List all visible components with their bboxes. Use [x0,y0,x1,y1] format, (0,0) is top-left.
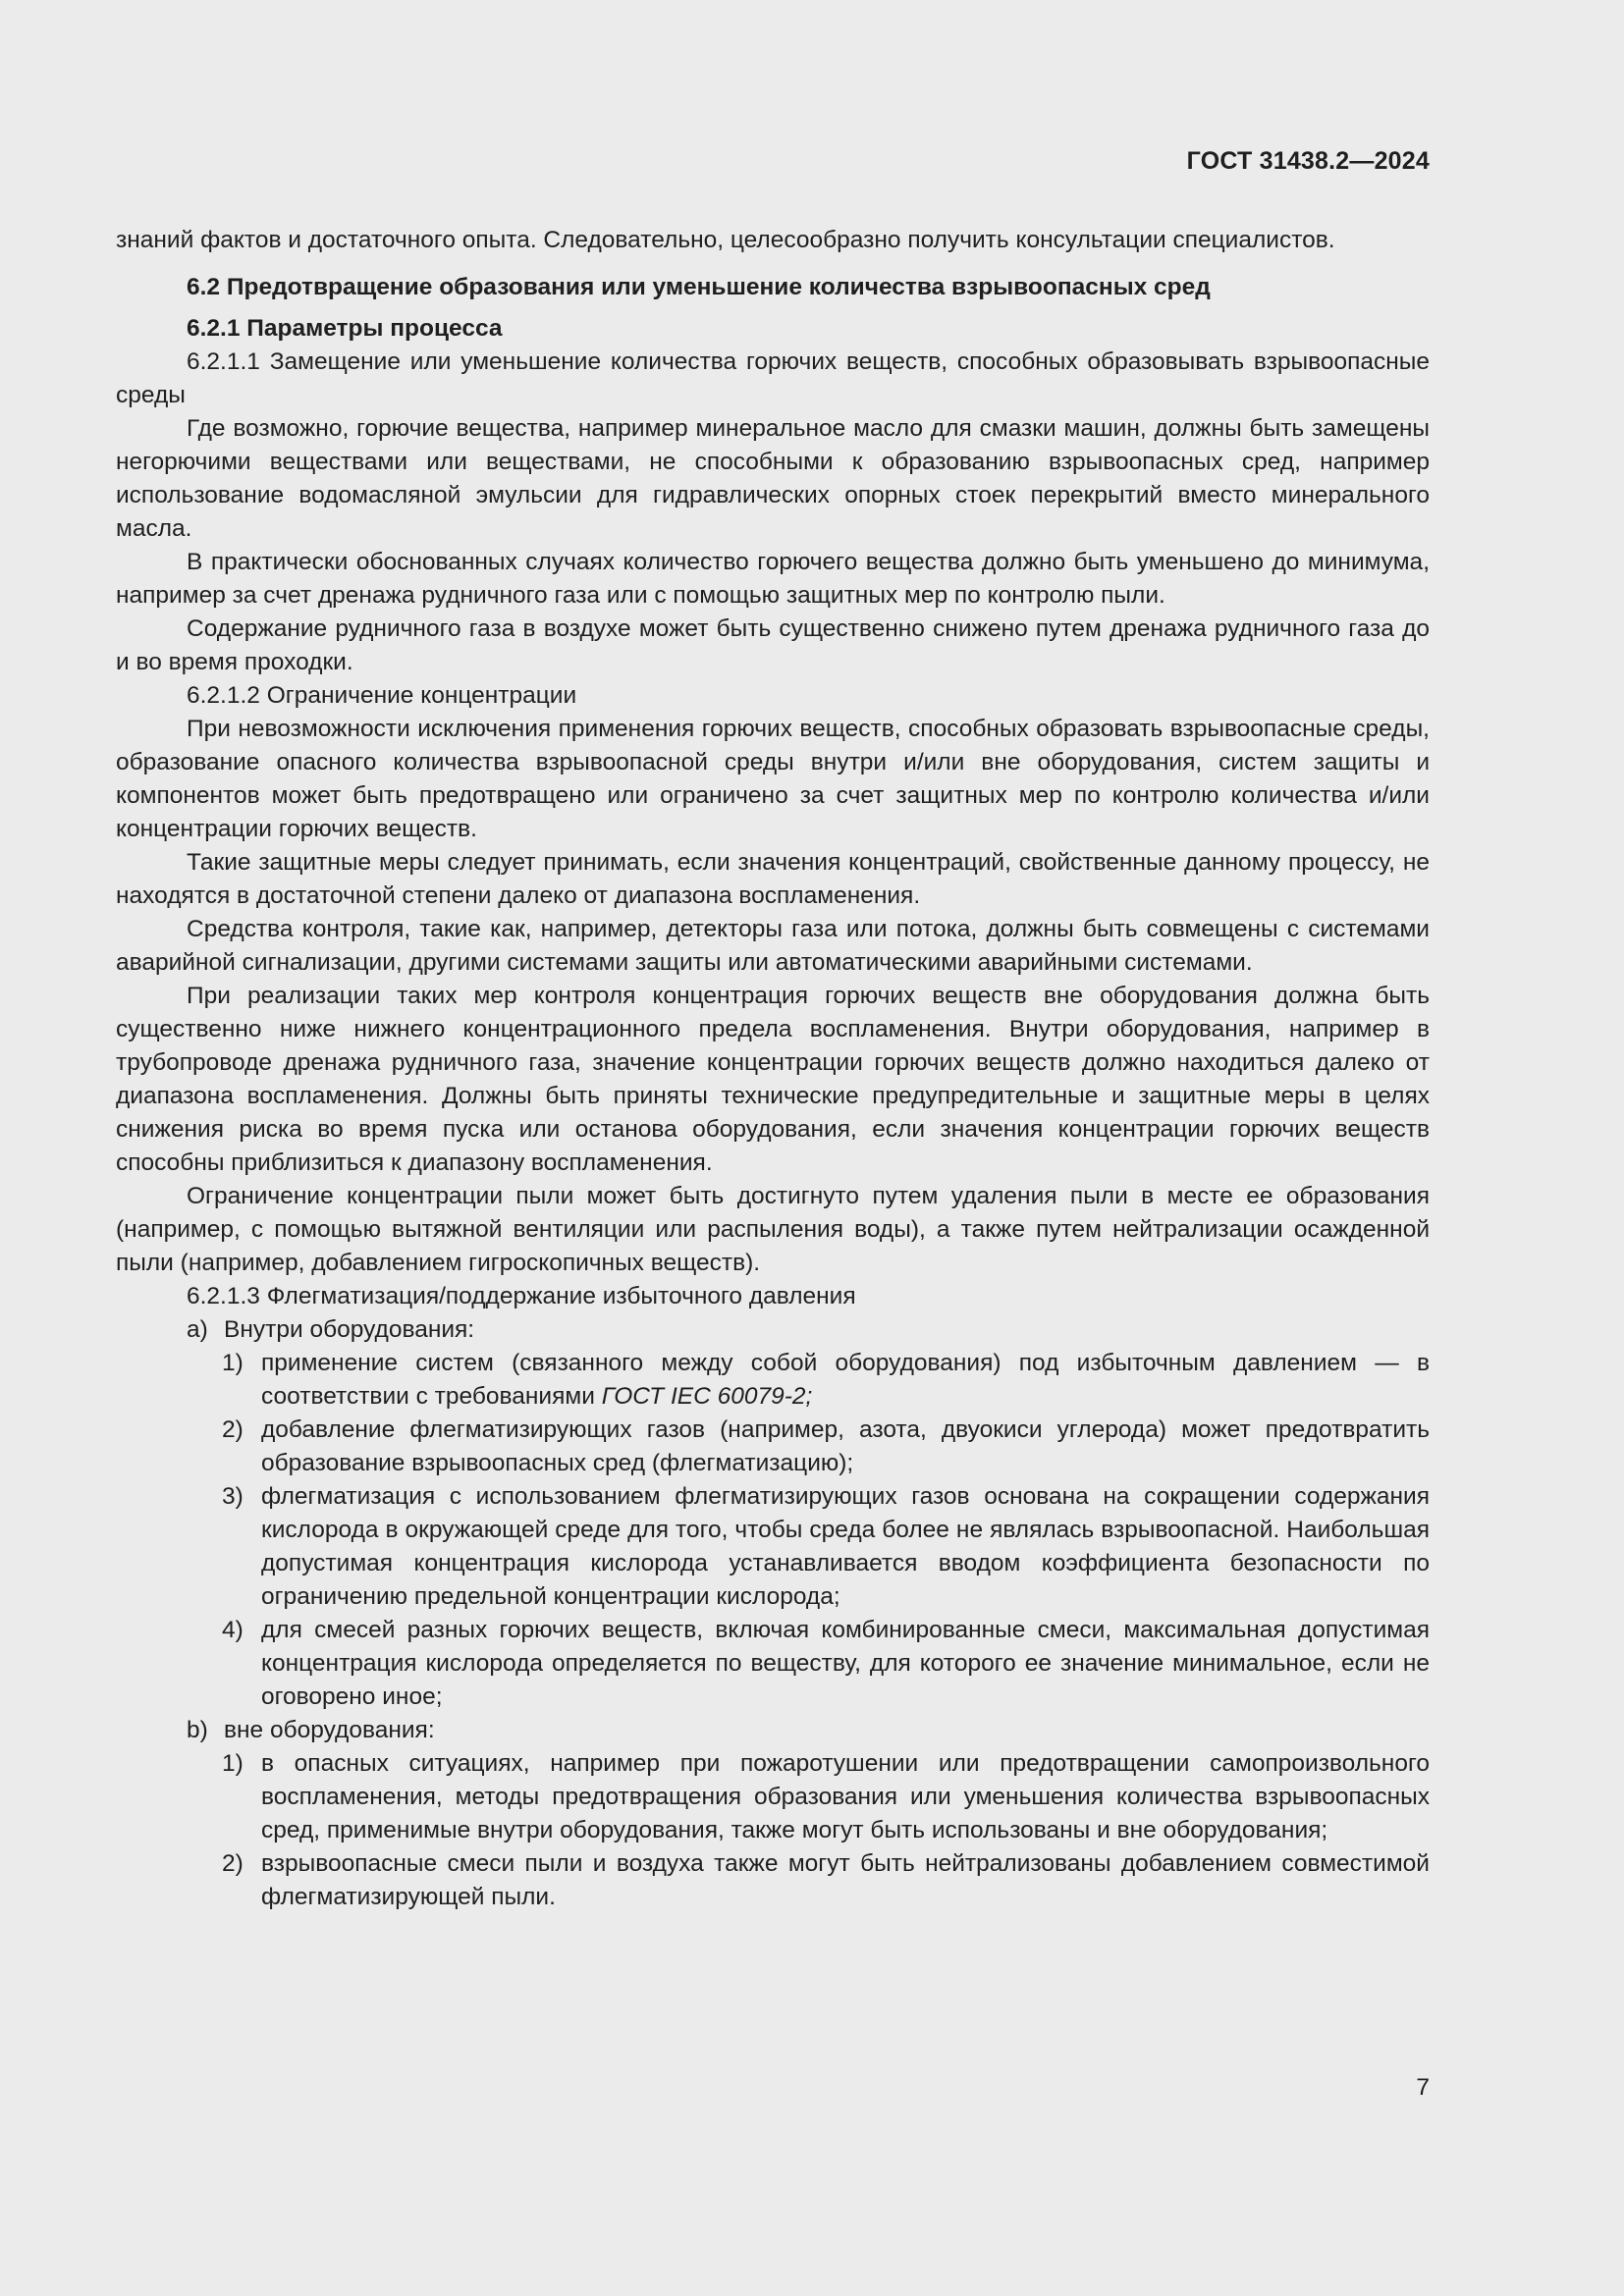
continuation-paragraph: знаний фактов и достаточного опыта. Следовательно, целесообразно получить консультации специалистов. [116,227,1335,253]
list-text: для смесей разных горючих веществ, включая комбинированные смеси, максимальная допустимая концентрация кислорода определяется по веществу, для которого ее значение минимальное, если не оговорено иное; [261,1617,1430,1710]
list-item [116,1614,1430,1714]
paragraph: Средства контроля, такие как, например, детекторы газа или потока, должны быть совмещены с системами аварийной сигнализации, другими системами защиты или автоматическими аварийными системами. [116,916,1430,976]
paragraph: При невозможности исключения применения горючих веществ, способных образовать взрывоопасные среды, образование опасного количества взрывоопасной среды внутри и/или вне оборудования, систем защиты и компонентов может быть предотвращено или ограничено за счет защитных мер по контролю количества и/или концентрации горючих веществ. [116,716,1430,842]
section-6-2-1-2-heading: 6.2.1.2 Ограничение концентрации [187,682,577,709]
list-item-b [116,1714,1430,1747]
list-item [116,1847,1430,1914]
list-text: добавление флегматизирующих газов (например, азота, двуокиси углерода) может предотвратить образование взрывоопасных сред (флегматизацию); [261,1416,1430,1476]
paragraph: При реализации таких мер контроля концентрация горючих веществ вне оборудования должна быть существенно ниже нижнего концентрационного предела воспламенения. Внутри оборудования, например в трубопроводе дренажа рудничного газа, значение концентрации горючих веществ должно находиться далеко от диапазона воспламенения. Должны быть приняты технические предупредительные и защитные меры в целях снижения риска во время пуска или останова оборудования, если значения концентрации горючих веществ способны приблизиться к диапазону воспламенения. [116,983,1430,1176]
list-marker: 2) [222,1416,244,1443]
list-marker: 4) [222,1617,244,1643]
paragraph: Содержание рудничного газа в воздухе может быть существенно снижено путем дренажа рудничного газа до и во время проходки. [116,615,1430,675]
list-marker: 1) [222,1350,244,1376]
section-6-2-1-1-heading: 6.2.1.1 Замещение или уменьшение количества горючих веществ, способных образовывать взрывоопасные среды [116,348,1430,408]
document-header: ГОСТ 31438.2—2024 [1186,147,1430,175]
list-marker: 2) [222,1850,244,1877]
section-6-2-heading: 6.2 Предотвращение образования или уменьшение количества взрывоопасных сред [187,274,1211,300]
list-text: Внутри оборудования: [224,1316,475,1343]
list-text: в опасных ситуациях, например при пожаротушении или предотвращении самопроизвольного воспламенения, методы предотвращения образования или уменьшения количества взрывоопасных сред, применимые внутри оборудования, также могут быть использованы и вне оборудования; [261,1750,1430,1843]
list-item [116,1747,1430,1847]
paragraph: Такие защитные меры следует принимать, если значения концентраций, свойственные данному процессу, не находятся в достаточной степени далеко от диапазона воспламенения. [116,849,1430,909]
list-text: взрывоопасные смеси пыли и воздуха также могут быть нейтрализованы добавлением совместимой флегматизирующей пыли. [261,1850,1430,1910]
list-text [261,1347,1430,1414]
list-item-a [116,1313,1430,1347]
standard-reference: ГОСТ IEC 60079-2; [601,1383,813,1410]
list-marker: 1) [222,1750,244,1777]
list-item [116,1347,1430,1414]
list-item [116,1480,1430,1614]
list-text-main: применение систем (связанного между собой оборудования) под избыточным давлением — в соответствии с требованиями [261,1350,1430,1410]
page-number: 7 [1416,2074,1430,2101]
list-text: флегматизация с использованием флегматизирующих газов основана на сокращении содержания кислорода в окружающей среде для того, чтобы среда более не являлась взрывоопасной. Наибольшая допустимая концентрация кислорода устанавливается вводом коэффициента безопасности по ограничению предельной концентрации кислорода; [261,1483,1430,1610]
list-text: вне оборудования: [224,1717,435,1743]
list-item [116,1414,1430,1480]
list-marker: a) [187,1316,208,1343]
section-6-2-1-3-heading: 6.2.1.3 Флегматизация/поддержание избыточного давления [187,1283,856,1309]
paragraph: Ограничение концентрации пыли может быть достигнуто путем удаления пыли в месте ее образования (например, с помощью вытяжной вентиляции или распыления воды), а также путем нейтрализации осажденной пыли (например, добавлением гигроскопичных веществ). [116,1183,1430,1276]
section-6-2-1-heading: 6.2.1 Параметры процесса [187,315,503,342]
paragraph: В практически обоснованных случаях количество горючего вещества должно быть уменьшено до минимума, например за счет дренажа рудничного газа или с помощью защитных мер по контролю пыли. [116,549,1430,609]
list-marker: b) [187,1717,208,1743]
page-body [116,145,1430,1914]
list-marker: 3) [222,1483,244,1510]
paragraph: Где возможно, горючие вещества, например минеральное масло для смазки машин, должны быть замещены негорючими веществами или веществами, не способными к образованию взрывоопасных сред, например использование водомасляной эмульсии для гидравлических опорных стоек перекрытий вместо минерального масла. [116,415,1430,542]
